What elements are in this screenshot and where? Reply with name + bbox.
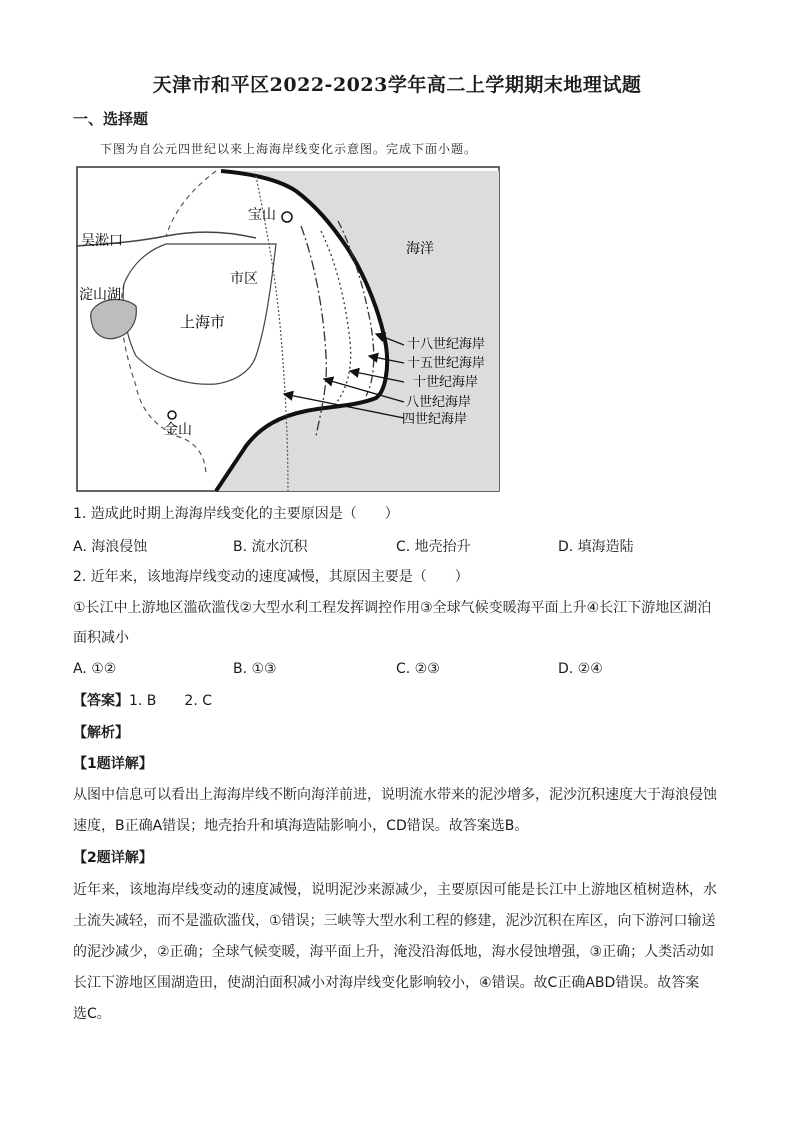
answer-line xyxy=(73,691,212,711)
question-1-stem: 1. 造成此时期上海海岸线变化的主要原因是（ ） xyxy=(73,506,399,522)
q2-option-d: D. ②④ xyxy=(558,661,603,677)
q2-option-a: A. ①② xyxy=(73,661,117,677)
label-shiqu: 市区 xyxy=(230,271,258,287)
detail-2-line2: 土流失减轻，而不是滥砍滥伐，①错误；三峡等大型水利工程的修建，泥沙沉积在库区，向下游河口输送 xyxy=(73,913,716,929)
q2-option-c: C. ②③ xyxy=(396,661,440,677)
q1-option-c: C. 地壳抬升 xyxy=(396,539,471,555)
detail-2-line3: 的泥沙减少，②正确；全球气候变暖，海平面上升，淹没沿海低地，海水侵蚀增强，③正确；人类活动如 xyxy=(73,944,715,960)
page-title: 天津市和平区2022-2023学年高二上学期期末地理试题 xyxy=(152,74,642,96)
answer-text: 1. B 2. C xyxy=(129,693,212,709)
q1-option-d: D. 填海造陆 xyxy=(558,539,634,555)
q1-option-a: A. 海浪侵蚀 xyxy=(73,539,148,555)
label-coastline-8: 八世纪海岸 xyxy=(406,395,472,410)
question-2-choices-line2: 面积减小 xyxy=(73,630,129,646)
jinshan-marker xyxy=(168,411,176,419)
label-coastline-15: 十五世纪海岸 xyxy=(407,356,486,371)
label-baoshan: 宝山 xyxy=(248,207,276,223)
label-coastline-18: 十八世纪海岸 xyxy=(407,337,486,352)
analysis-label: 【解析】 xyxy=(73,725,129,741)
label-ocean: 海洋 xyxy=(406,241,434,257)
q1-option-b: B. 流水沉积 xyxy=(233,539,308,555)
detail-1-header: 【1题详解】 xyxy=(73,756,153,772)
label-jinshan: 金山 xyxy=(164,422,192,438)
label-shanghai: 上海市 xyxy=(180,313,226,331)
label-coastline-10: 十世纪海岸 xyxy=(413,375,479,390)
section-heading: 一、选择题 xyxy=(73,110,149,128)
baoshan-marker xyxy=(282,212,292,222)
detail-2-line1: 近年来，该地海岸线变动的速度减慢，说明泥沙来源减少，主要原因可能是长江中上游地区植树造林，水 xyxy=(73,882,717,898)
detail-2-line4: 长江下游地区围湖造田，使湖泊面积减小对海岸线变化影响较小，④错误。故C正确ABD错误。故答案 xyxy=(73,975,700,991)
intro-text: 下图为自公元四世纪以来上海海岸线变化示意图。完成下面小题。 xyxy=(100,142,478,156)
question-2-choices-line1: ①长江中上游地区滥砍滥伐②大型水利工程发挥调控作用③全球气候变暖海平面上升④长江下游地区湖泊 xyxy=(73,600,712,616)
label-dianshanhu: 淀山湖 xyxy=(79,287,121,303)
detail-2-line5: 选C。 xyxy=(73,1006,111,1022)
question-2-stem: 2. 近年来，该地海岸线变动的速度减慢，其原因主要是（ ） xyxy=(73,569,469,585)
q2-option-b: B. ①③ xyxy=(233,661,277,677)
answer-label: 【答案】 xyxy=(73,693,129,709)
detail-1-line1: 从图中信息可以看出上海海岸线不断向海洋前进，说明流水带来的泥沙增多，泥沙沉积速度大于海浪侵蚀 xyxy=(73,787,717,803)
detail-2-header: 【2题详解】 xyxy=(73,850,153,866)
detail-1-line2: 速度，B正确A错误；地壳抬升和填海造陆影响小，CD错误。故答案选B。 xyxy=(73,818,529,834)
label-coastline-4: 四世纪海岸 xyxy=(402,412,468,427)
coastline-map xyxy=(76,166,500,492)
label-wusongkou: 吴淞口 xyxy=(81,233,123,249)
